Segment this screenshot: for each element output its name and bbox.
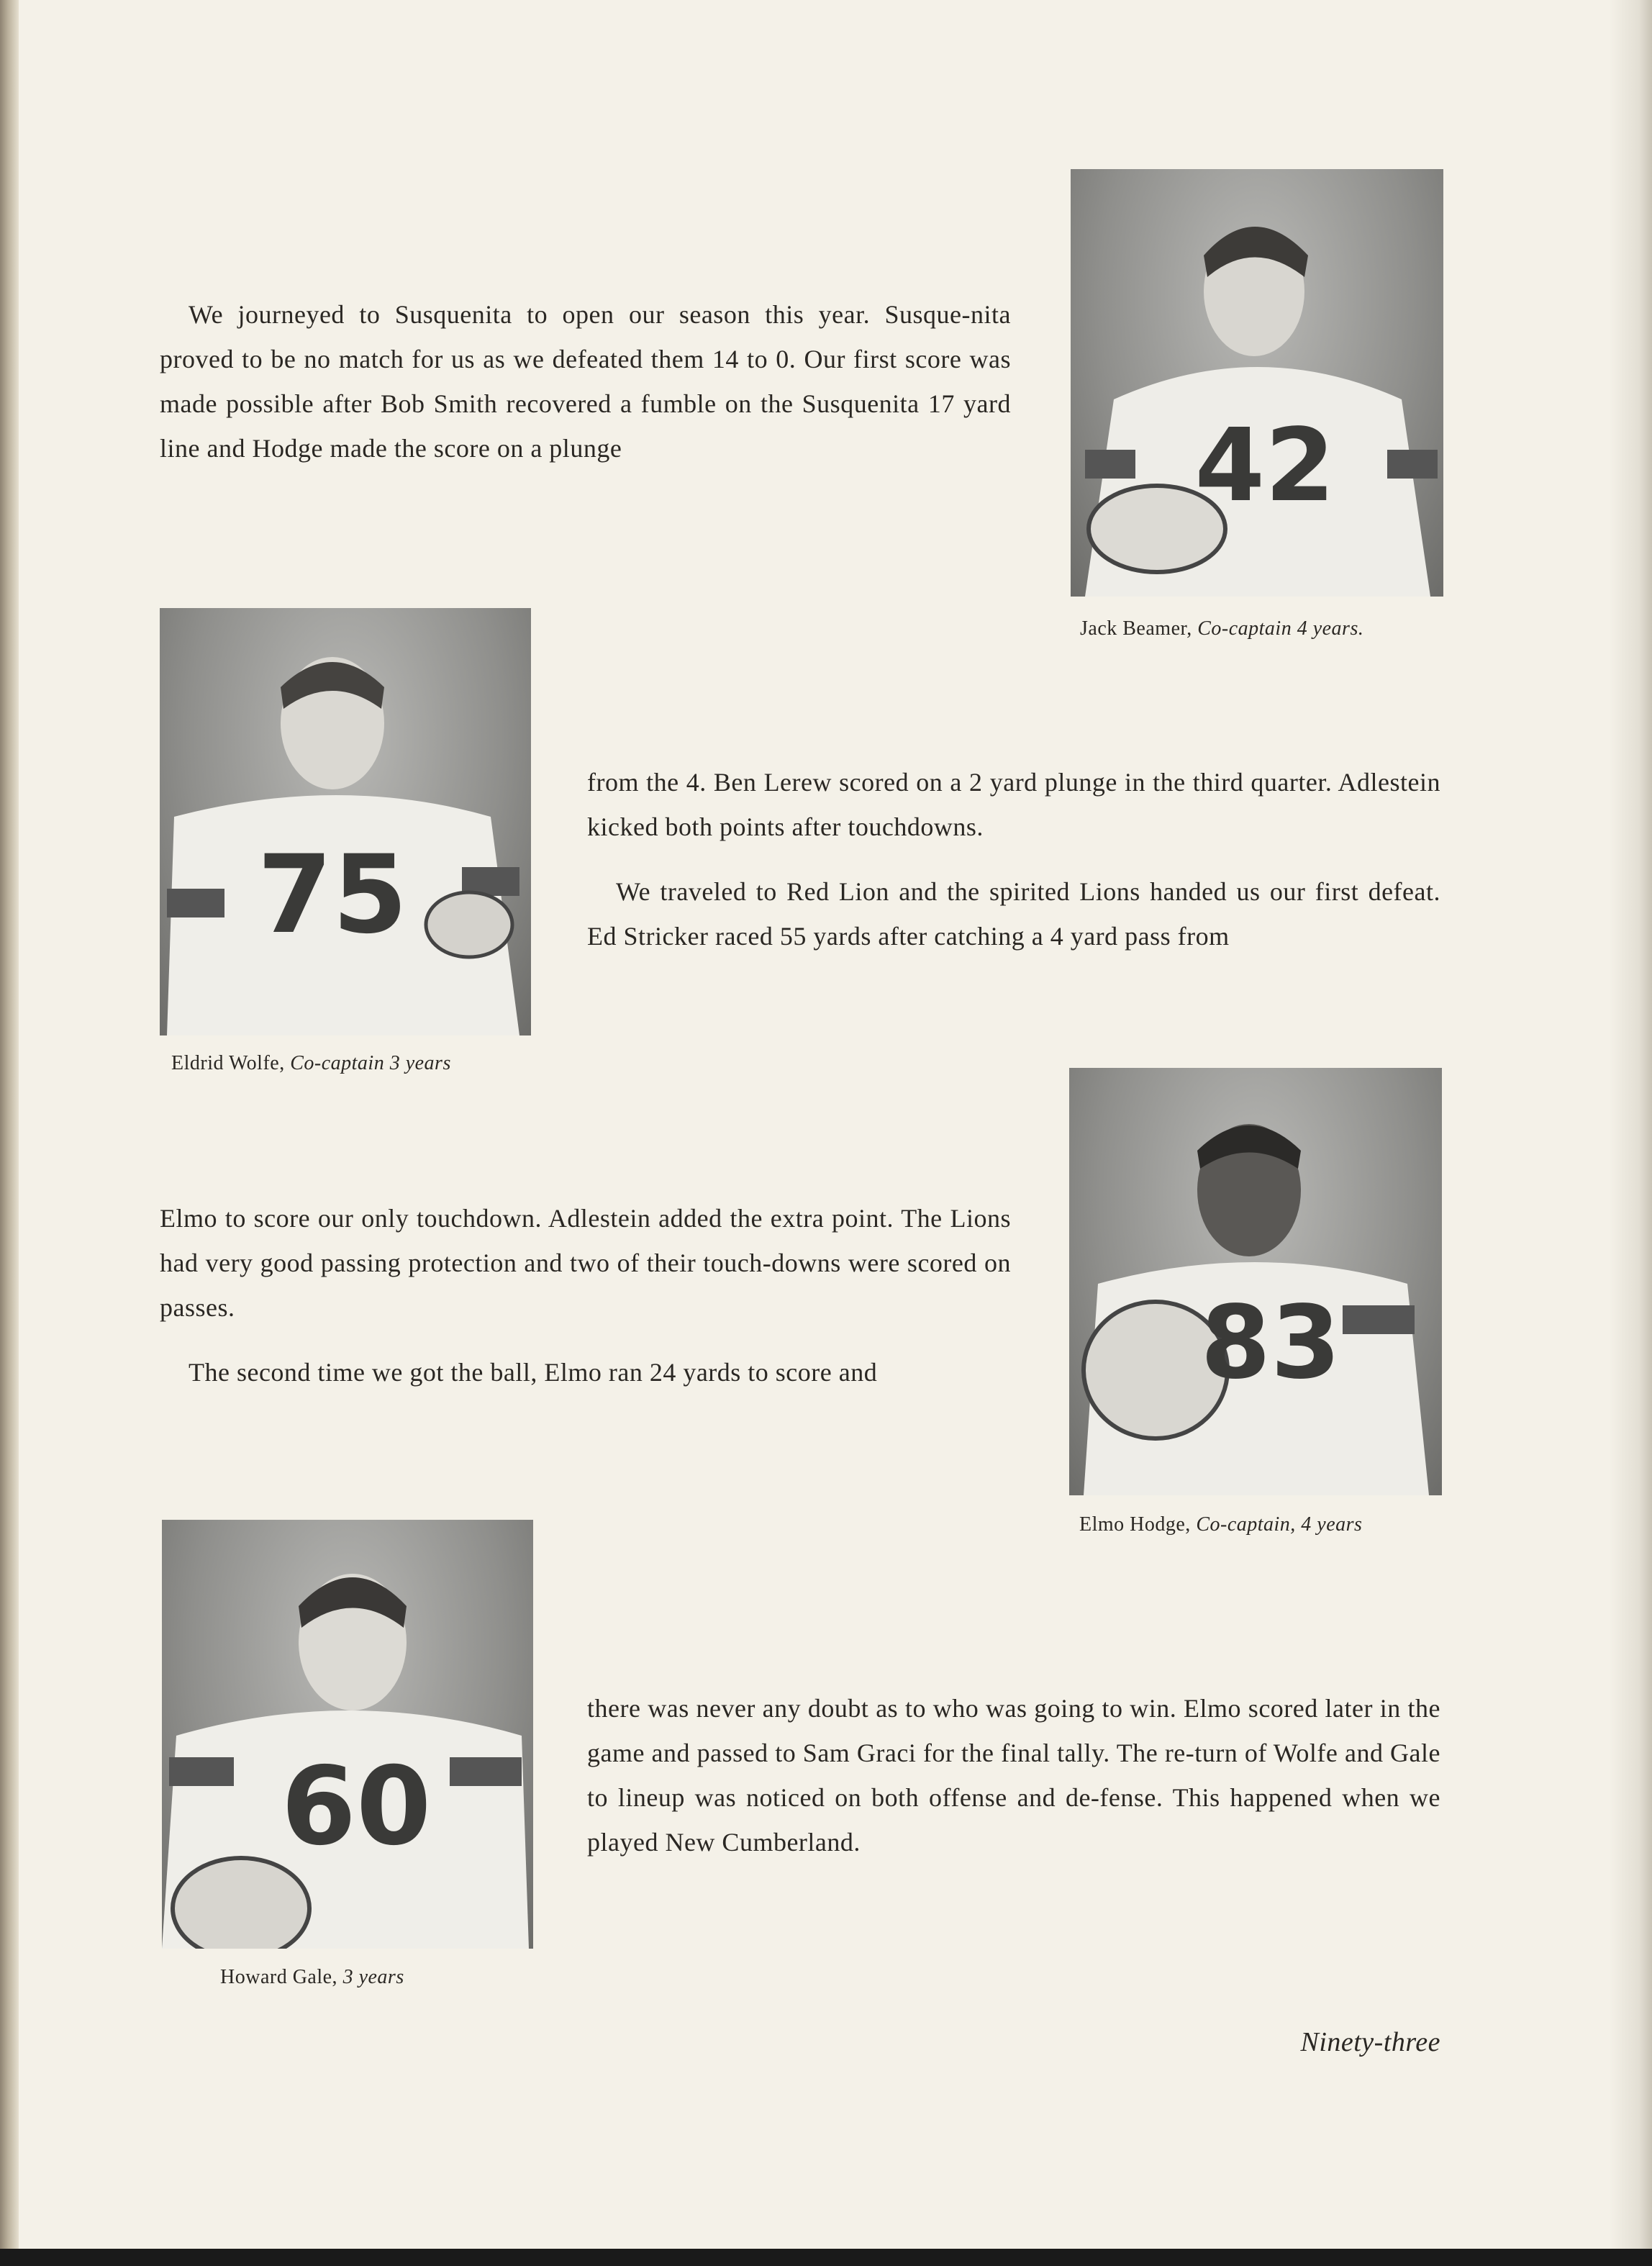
player-photo-eldrid-wolfe	[160, 608, 531, 1035]
jersey-number: 42	[1194, 407, 1335, 525]
page-bottom-edge	[0, 2249, 1652, 2266]
page-edge-shadow	[1609, 0, 1652, 2266]
caption-jack-beamer	[1080, 616, 1363, 642]
caption-name: Eldrid Wolfe,	[171, 1052, 285, 1074]
jersey-number: 83	[1200, 1284, 1341, 1402]
caption-role: Co-captain 3 years	[290, 1052, 451, 1074]
player-photo-elmo-hodge	[1069, 1068, 1442, 1495]
caption-elmo-hodge	[1079, 1512, 1362, 1538]
caption-name: Howard Gale,	[220, 1966, 338, 1988]
jersey-number: 60	[281, 1744, 432, 1870]
player-photo-howard-gale	[162, 1520, 533, 1949]
page-binding	[0, 0, 19, 2266]
caption-role: Co-captain, 4 years	[1196, 1513, 1363, 1536]
caption-name: Elmo Hodge,	[1079, 1513, 1191, 1536]
body-paragraph-3: We traveled to Red Lion and the spirited Lions handed us our first defeat. Ed Stricker raced 55 yards after catching a 4 yard pass from	[587, 877, 1440, 951]
body-paragraph-6: there was never any doubt as to who was going to win. Elmo scored later in the game and passed to Sam Graci for the final tally. The re-turn of Wolfe and Gale to lineup was noticed on both offense and de-fense. This happened when we played New Cumberland.	[587, 1694, 1440, 1857]
jersey-number: 75	[257, 833, 408, 958]
body-paragraph-5: The second time we got the ball, Elmo ran 24 yards to score and	[189, 1358, 878, 1387]
caption-howard-gale	[220, 1964, 404, 1990]
player-photo-jack-beamer	[1071, 169, 1443, 597]
body-paragraph-4: Elmo to score our only touchdown. Adlestein added the extra point. The Lions had very good passing protection and two of their touch-downs were scored on passes.	[160, 1204, 1011, 1322]
caption-role: 3 years	[342, 1966, 404, 1988]
page-number: Ninety-three	[1300, 2027, 1440, 2057]
body-paragraph-2: from the 4. Ben Lerew scored on a 2 yard plunge in the third quarter. Adlestein kicked both points after touchdowns.	[587, 768, 1440, 841]
caption-role: Co-captain 4 years.	[1197, 617, 1364, 640]
body-paragraph-1: We journeyed to Susquenita to open our season this year. Susque-nita proved to be no match for us as we defeated them 14 to 0. Our first score was made possible after Bob Smith recovered a fumble on the Susquenita 17 yard line and Hodge made the score on a plunge	[160, 300, 1011, 463]
caption-name: Jack Beamer,	[1080, 617, 1192, 640]
caption-eldrid-wolfe	[171, 1051, 451, 1077]
